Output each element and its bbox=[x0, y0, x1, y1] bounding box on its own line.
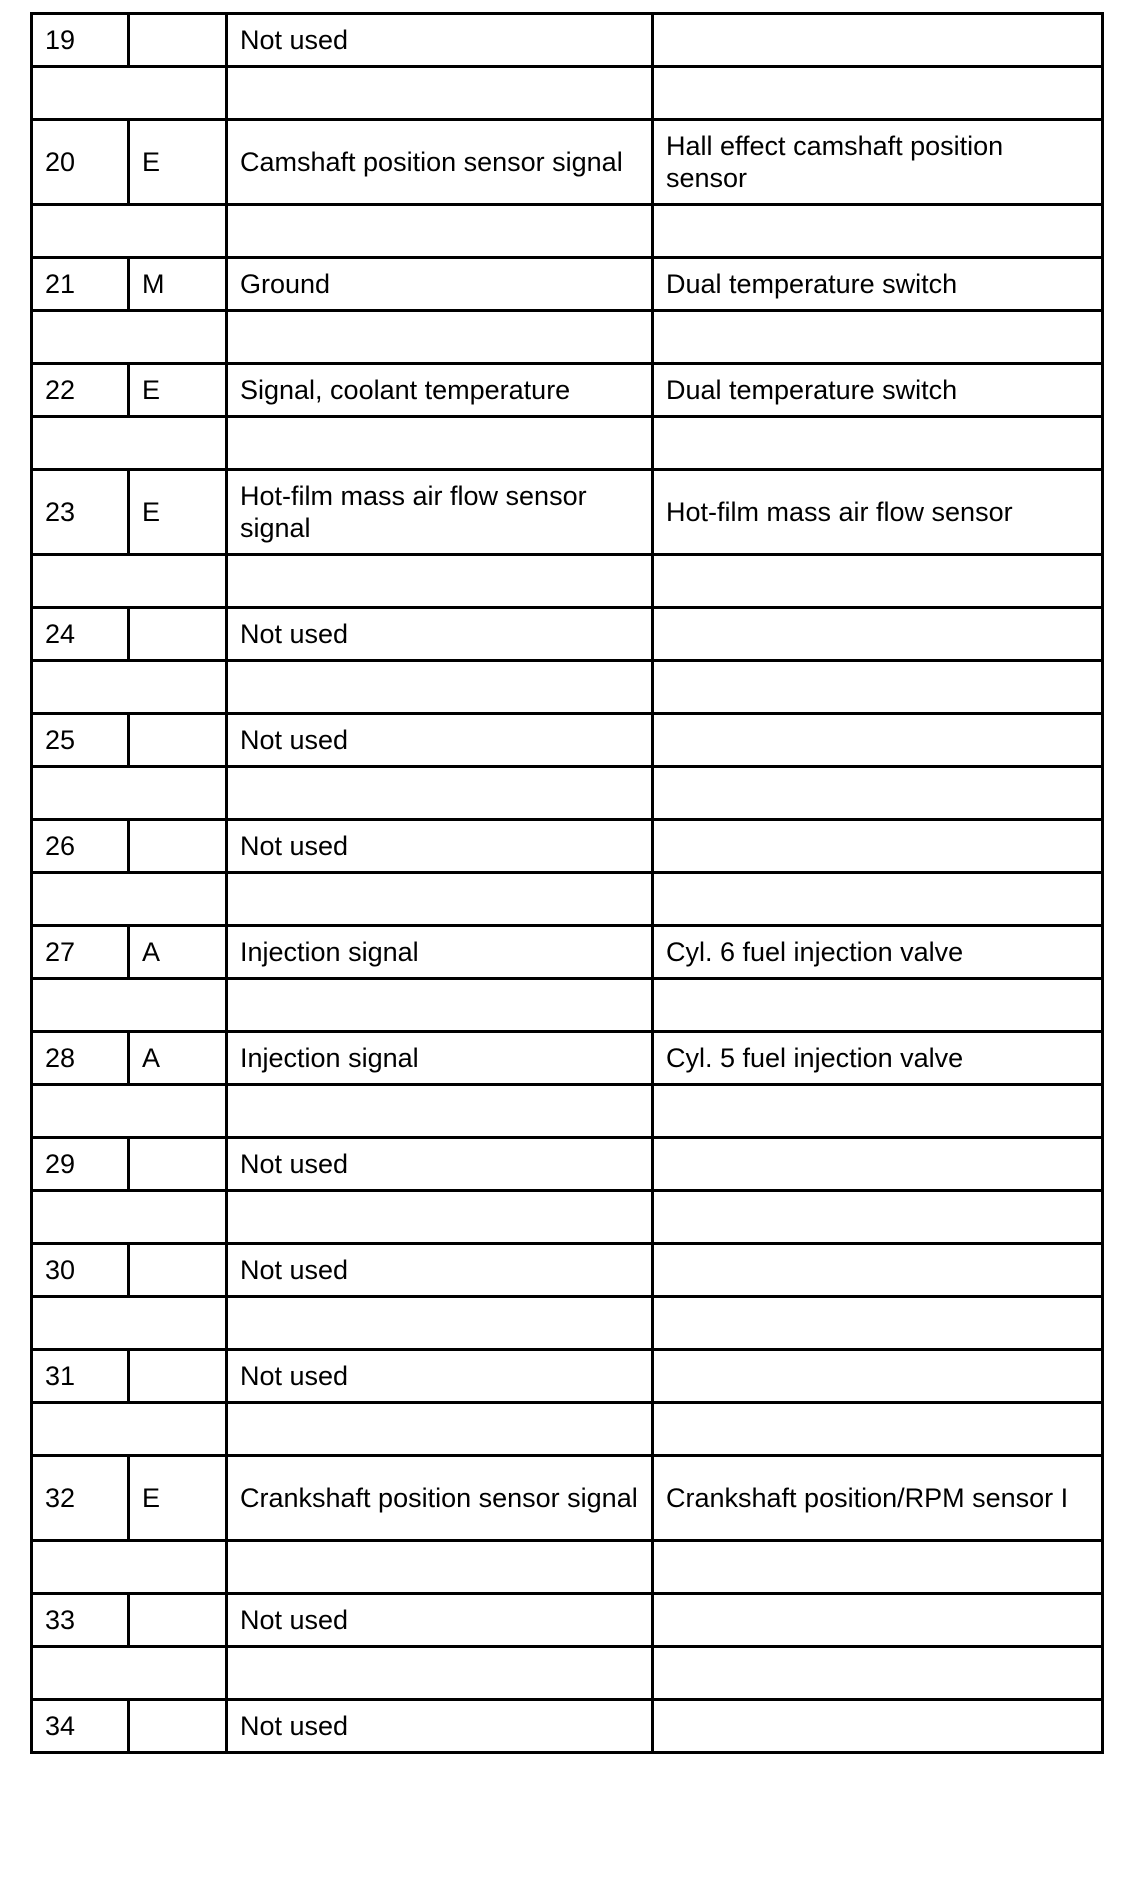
component-cell bbox=[653, 1138, 1103, 1191]
spacer-cell bbox=[32, 1403, 227, 1456]
signal-type-cell bbox=[129, 820, 227, 873]
spacer-cell bbox=[32, 1541, 227, 1594]
spacer-row bbox=[32, 661, 1103, 714]
spacer-cell bbox=[32, 1085, 227, 1138]
table-row bbox=[32, 1456, 1103, 1541]
table-row bbox=[32, 1032, 1103, 1085]
signal-type-cell: E bbox=[129, 364, 227, 417]
spacer-cell bbox=[227, 1647, 653, 1700]
component-cell: Dual temperature switch bbox=[653, 258, 1103, 311]
spacer-cell bbox=[32, 67, 227, 120]
table-row bbox=[32, 258, 1103, 311]
signal-type-cell: E bbox=[129, 120, 227, 205]
spacer-cell bbox=[653, 67, 1103, 120]
component-cell: Crankshaft position/RPM sensor I bbox=[653, 1456, 1103, 1541]
pin-assignment-table bbox=[30, 12, 1104, 1754]
signal-description-cell: Camshaft position sensor signal bbox=[227, 120, 653, 205]
component-cell bbox=[653, 1594, 1103, 1647]
spacer-cell bbox=[653, 873, 1103, 926]
signal-description-cell: Not used bbox=[227, 1700, 653, 1753]
component-cell: Hall effect camshaft position sensor bbox=[653, 120, 1103, 205]
component-cell: Cyl. 5 fuel injection valve bbox=[653, 1032, 1103, 1085]
spacer-cell bbox=[227, 1191, 653, 1244]
spacer-row bbox=[32, 979, 1103, 1032]
signal-type-cell bbox=[129, 1594, 227, 1647]
table-row bbox=[32, 1350, 1103, 1403]
table-row bbox=[32, 14, 1103, 67]
spacer-cell bbox=[32, 1297, 227, 1350]
table-row bbox=[32, 470, 1103, 555]
spacer-cell bbox=[32, 205, 227, 258]
spacer-cell bbox=[227, 1085, 653, 1138]
pin-number-cell: 32 bbox=[32, 1456, 129, 1541]
pin-number-cell: 34 bbox=[32, 1700, 129, 1753]
signal-description-cell: Not used bbox=[227, 820, 653, 873]
component-cell bbox=[653, 1700, 1103, 1753]
signal-description-cell: Not used bbox=[227, 1594, 653, 1647]
spacer-cell bbox=[653, 767, 1103, 820]
spacer-row bbox=[32, 1403, 1103, 1456]
table-row bbox=[32, 364, 1103, 417]
pin-number-cell: 31 bbox=[32, 1350, 129, 1403]
spacer-cell bbox=[227, 67, 653, 120]
pin-number-cell: 30 bbox=[32, 1244, 129, 1297]
signal-type-cell: M bbox=[129, 258, 227, 311]
spacer-cell bbox=[653, 311, 1103, 364]
spacer-cell bbox=[227, 1541, 653, 1594]
signal-type-cell: A bbox=[129, 1032, 227, 1085]
pin-number-cell: 27 bbox=[32, 926, 129, 979]
spacer-cell bbox=[32, 1647, 227, 1700]
spacer-cell bbox=[653, 205, 1103, 258]
spacer-row bbox=[32, 417, 1103, 470]
spacer-row bbox=[32, 67, 1103, 120]
pin-number-cell: 21 bbox=[32, 258, 129, 311]
signal-description-cell: Not used bbox=[227, 1350, 653, 1403]
table-row bbox=[32, 1700, 1103, 1753]
spacer-cell bbox=[32, 661, 227, 714]
spacer-cell bbox=[227, 555, 653, 608]
signal-description-cell: Not used bbox=[227, 714, 653, 767]
spacer-cell bbox=[32, 311, 227, 364]
spacer-cell bbox=[227, 1403, 653, 1456]
signal-type-cell bbox=[129, 608, 227, 661]
signal-description-cell: Ground bbox=[227, 258, 653, 311]
signal-description-cell: Injection signal bbox=[227, 1032, 653, 1085]
signal-type-cell bbox=[129, 14, 227, 67]
pin-number-cell: 20 bbox=[32, 120, 129, 205]
signal-type-cell: E bbox=[129, 1456, 227, 1541]
spacer-cell bbox=[32, 767, 227, 820]
component-cell bbox=[653, 714, 1103, 767]
signal-description-cell: Hot-film mass air flow sensor signal bbox=[227, 470, 653, 555]
spacer-cell bbox=[227, 661, 653, 714]
component-cell: Cyl. 6 fuel injection valve bbox=[653, 926, 1103, 979]
spacer-cell bbox=[32, 979, 227, 1032]
table-row bbox=[32, 714, 1103, 767]
spacer-row bbox=[32, 555, 1103, 608]
table-row bbox=[32, 608, 1103, 661]
pin-number-cell: 28 bbox=[32, 1032, 129, 1085]
spacer-cell bbox=[227, 767, 653, 820]
spacer-row bbox=[32, 1191, 1103, 1244]
spacer-cell bbox=[653, 555, 1103, 608]
signal-description-cell: Not used bbox=[227, 1244, 653, 1297]
signal-type-cell bbox=[129, 1700, 227, 1753]
spacer-row bbox=[32, 873, 1103, 926]
spacer-cell bbox=[653, 979, 1103, 1032]
signal-description-cell: Crankshaft position sensor signal bbox=[227, 1456, 653, 1541]
pin-number-cell: 29 bbox=[32, 1138, 129, 1191]
spacer-row bbox=[32, 205, 1103, 258]
spacer-cell bbox=[227, 311, 653, 364]
pin-number-cell: 22 bbox=[32, 364, 129, 417]
spacer-cell bbox=[653, 1191, 1103, 1244]
table-row bbox=[32, 120, 1103, 205]
component-cell bbox=[653, 820, 1103, 873]
component-cell: Hot-film mass air flow sensor bbox=[653, 470, 1103, 555]
table-row bbox=[32, 1138, 1103, 1191]
spacer-row bbox=[32, 1647, 1103, 1700]
spacer-cell bbox=[227, 205, 653, 258]
spacer-cell bbox=[653, 661, 1103, 714]
pin-number-cell: 19 bbox=[32, 14, 129, 67]
spacer-cell bbox=[32, 873, 227, 926]
signal-description-cell: Injection signal bbox=[227, 926, 653, 979]
component-cell bbox=[653, 608, 1103, 661]
pin-number-cell: 25 bbox=[32, 714, 129, 767]
spacer-cell bbox=[32, 555, 227, 608]
table-row bbox=[32, 926, 1103, 979]
component-cell: Dual temperature switch bbox=[653, 364, 1103, 417]
spacer-cell bbox=[653, 1647, 1103, 1700]
spacer-cell bbox=[653, 1297, 1103, 1350]
signal-type-cell: E bbox=[129, 470, 227, 555]
spacer-row bbox=[32, 311, 1103, 364]
pin-number-cell: 26 bbox=[32, 820, 129, 873]
signal-type-cell: A bbox=[129, 926, 227, 979]
spacer-cell bbox=[653, 1541, 1103, 1594]
spacer-cell bbox=[227, 417, 653, 470]
signal-description-cell: Signal, coolant temperature bbox=[227, 364, 653, 417]
table-row bbox=[32, 820, 1103, 873]
signal-type-cell bbox=[129, 1138, 227, 1191]
signal-description-cell: Not used bbox=[227, 14, 653, 67]
spacer-cell bbox=[227, 1297, 653, 1350]
spacer-cell bbox=[653, 417, 1103, 470]
signal-description-cell: Not used bbox=[227, 1138, 653, 1191]
spacer-cell bbox=[653, 1085, 1103, 1138]
spacer-cell bbox=[653, 1403, 1103, 1456]
signal-type-cell bbox=[129, 1350, 227, 1403]
table-row bbox=[32, 1244, 1103, 1297]
signal-type-cell bbox=[129, 714, 227, 767]
spacer-row bbox=[32, 1297, 1103, 1350]
spacer-row bbox=[32, 767, 1103, 820]
spacer-cell bbox=[227, 979, 653, 1032]
pin-assignment-sheet bbox=[30, 12, 1101, 1754]
signal-type-cell bbox=[129, 1244, 227, 1297]
spacer-row bbox=[32, 1541, 1103, 1594]
component-cell bbox=[653, 14, 1103, 67]
spacer-cell bbox=[32, 417, 227, 470]
spacer-cell bbox=[227, 873, 653, 926]
spacer-row bbox=[32, 1085, 1103, 1138]
spacer-cell bbox=[32, 1191, 227, 1244]
component-cell bbox=[653, 1244, 1103, 1297]
pin-number-cell: 23 bbox=[32, 470, 129, 555]
pin-number-cell: 24 bbox=[32, 608, 129, 661]
table-row bbox=[32, 1594, 1103, 1647]
component-cell bbox=[653, 1350, 1103, 1403]
signal-description-cell: Not used bbox=[227, 608, 653, 661]
pin-number-cell: 33 bbox=[32, 1594, 129, 1647]
